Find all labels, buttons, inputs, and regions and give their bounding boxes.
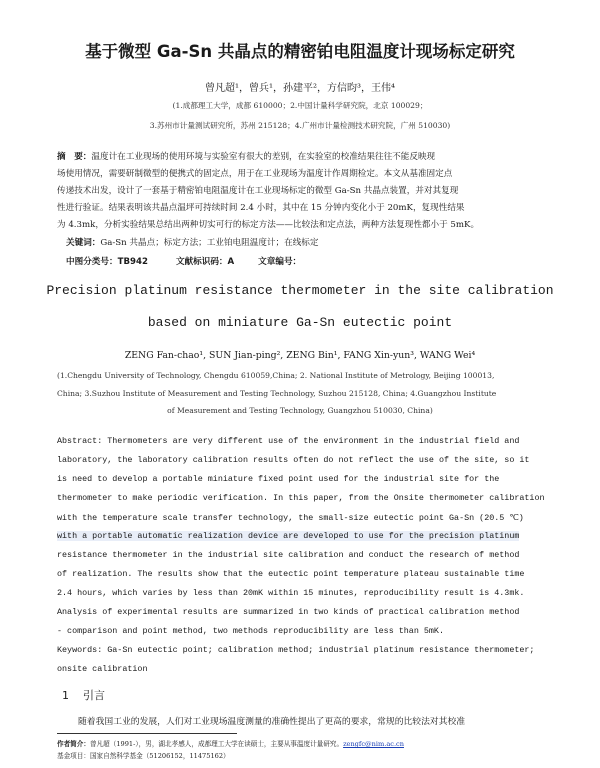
intro-paragraph-line: 随着我国工业的发展，人们对工业现场温度测量的准确性提出了更高的要求，常规的比较法对其校准 [78, 717, 466, 727]
english-abstract-line: of realization. The results show that the eutectic point temperature plateau sustainable time [57, 569, 525, 579]
chinese-abstract-line: 性进行验证。结果表明该共晶点温坪可持续时间 2.4 小时，其中在 15 分钟内变化小于 20mK，复现性结果 [57, 203, 465, 213]
english-abstract-line: Abstract: Thermometers are very different use of the environment in the industrial field and [57, 436, 520, 446]
english-abstract-line: with a portable automatic realization device are developed to use for the precision platinum [57, 531, 520, 541]
document-code-value: A [227, 257, 235, 267]
chinese-authors: 曾凡超¹，曾兵¹，孙建平²，方信昀³，王伟⁴ [204, 83, 396, 94]
english-affiliation-line: China; 3.Suzhou Institute of Measurement and Testing Technology, Suzhou 215128, China; 4.Guangzhou Institute [57, 389, 497, 398]
english-affiliation-line: (1.Chengdu University of Technology, Chengdu 610059,China; 2. National Institute of Metrology, Beijing 100013, [57, 371, 495, 380]
chinese-keywords-label: 关键词： [66, 238, 101, 248]
chinese-abstract-label: 摘 要： [57, 152, 92, 162]
section-heading [62, 687, 105, 703]
section-title: 引言 [83, 689, 105, 702]
english-abstract-line: laboratory, the laboratory calibration results often do not reflect the use of the site, so it [57, 455, 530, 465]
chinese-affiliation-line: (1.成都理工大学，成都 610000；2.中国计量科学研究院，北京 100029； [172, 101, 428, 110]
english-abstract-line: is need to develop a portable miniature fixed point used for the industrial site for the [57, 474, 500, 484]
english-authors: ZENG Fan-chao¹, SUN Jian-ping², ZENG Bin¹, FANG Xin-yun³, WANG Wei⁴ [124, 350, 476, 361]
chinese-abstract-line: 场使用情况，需要研制微型的便携式的固定点，用于在工业现场为温度计作周期检定。本文从基准固定点 [57, 169, 453, 179]
fund-footnote-label: 基金项目： [57, 752, 90, 760]
footnote-divider [57, 733, 237, 734]
english-affiliation-line: of Measurement and Testing Technology, Guangzhou 510030, China) [167, 406, 433, 415]
chinese-abstract-line: 传递技术出发，设计了一套基于精密铂电阻温度计在工业现场标定的微型 Ga-Sn 共晶点装置，并对其复现 [57, 186, 459, 196]
english-abstract-line: 2.4 hours, which varies by less than 20mK within 15 minutes, reproducibility result is 4.3mk. [57, 588, 525, 598]
fund-footnote: 基金项目：国家自然科学基金（51206152，11475162） [57, 752, 230, 760]
english-abstract-line: thermometer to make periodic verification. In this paper, from the Onsite thermometer calibration [57, 493, 545, 503]
class-number-label: 中图分类号： [66, 257, 118, 267]
author-email-link[interactable]: zengfc@nim.ac.cn [343, 740, 404, 748]
english-keywords-line: onsite calibration [57, 664, 148, 674]
chinese-keywords: 关键词：Ga-Sn 共晶点；标定方法；工业铂电阻温度计；在线标定 [66, 238, 319, 248]
classification-row [66, 255, 301, 267]
english-abstract-line: Analysis of experimental results are summarized in two kinds of practical calibration method [57, 607, 520, 617]
author-footnote-label: 作者简介： [57, 740, 90, 748]
english-title-line: Precision platinum resistance thermometer in the site calibration [46, 283, 554, 298]
author-footnote: 作者简介：曾凡超（1991-），男，湖北孝感人，成都理工大学在读硕士，主要从事温度计量研究。zengfc@nim.ac.cn [57, 740, 404, 748]
article-number-label: 文章编号： [258, 257, 302, 267]
english-abstract-line: - comparison and point method, two methods reproducibility are less than 5mK. [57, 626, 444, 636]
class-number-value: TB942 [117, 257, 148, 267]
english-abstract-line: resistance thermometer in the industrial site calibration and conduct the research of method [57, 550, 520, 560]
chinese-abstract-line: 为 4.3mk，分析实验结果总结出两种切实可行的标定方法——比较法和定点法，两种方法复现性都小于 5mK。 [57, 220, 480, 230]
english-title-line: based on miniature Ga-Sn eutectic point [147, 315, 453, 330]
document-code-label: 文献标识码： [175, 257, 228, 267]
english-abstract-line: with the temperature scale transfer technology, the small-size eutectic point Ga-Sn (20.5 ℃) [57, 513, 524, 523]
chinese-affiliation-line: 3.苏州市计量测试研究所，苏州 215128；4.广州市计量检测技术研究院，广州 510030) [149, 121, 451, 130]
chinese-title: 基于微型 Ga-Sn 共晶点的精密铂电阻温度计现场标定研究 [85, 42, 515, 61]
section-number: 1 [62, 689, 69, 702]
english-keywords-line: Keywords: Ga-Sn eutectic point; calibration method; industrial platinum resistance thermometer; [57, 645, 535, 655]
chinese-abstract-line: 摘 要：温度计在工业现场的使用环境与实验室有很大的差别，在实验室的校准结果往往不能反映现 [57, 152, 436, 162]
